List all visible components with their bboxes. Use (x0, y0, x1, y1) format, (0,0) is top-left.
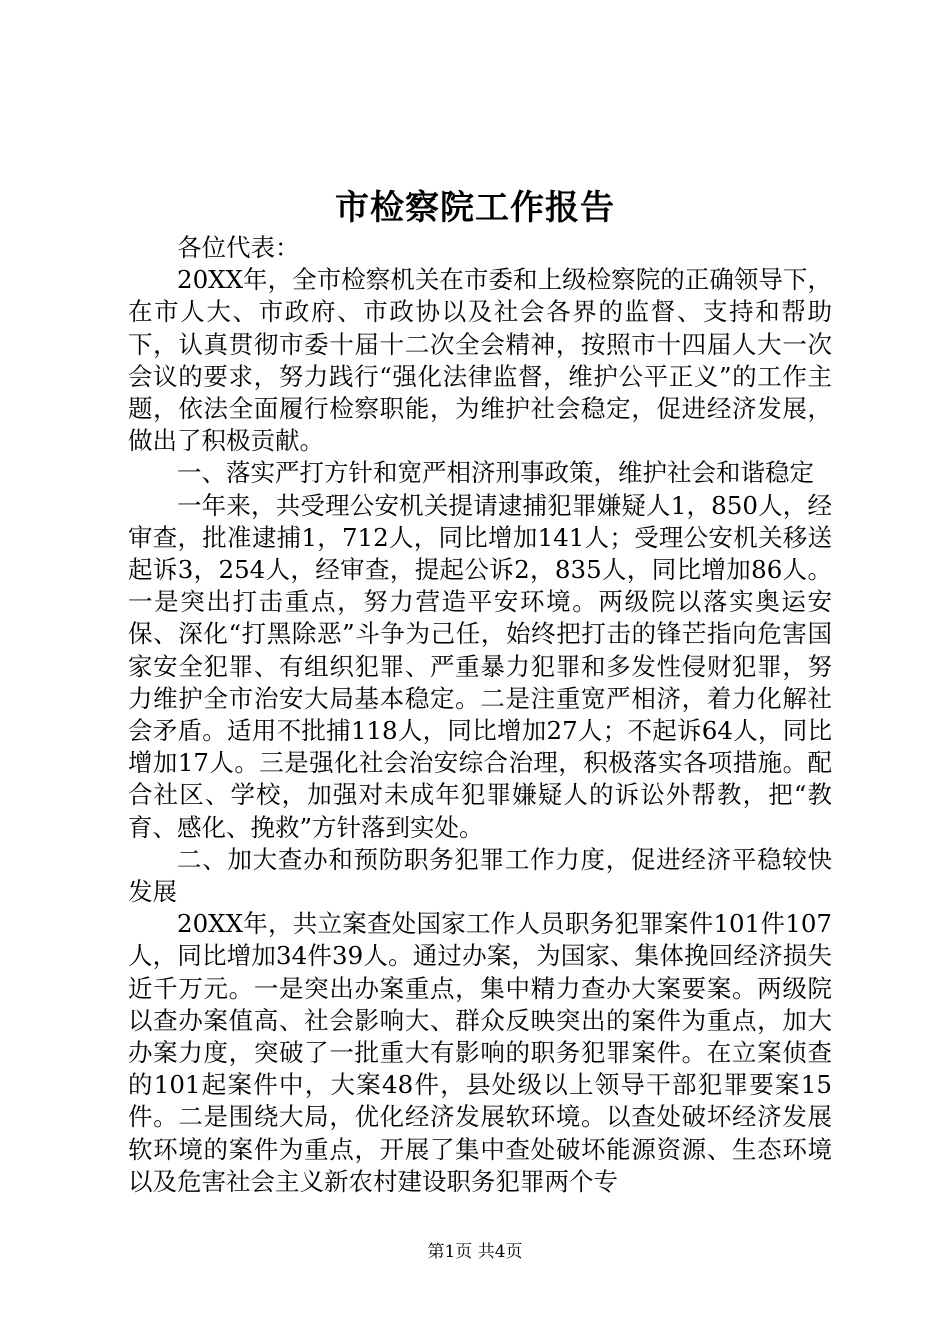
intro-paragraph: 20XX年，全市检察机关在市委和上级检察院的正确领导下，在市人大、市政府、市政协以及社会各界的监督、支持和帮助下，认真贯彻市委十届十二次全会精神，按照市十四届人大一次会议的要求，努力践行“强化法律监督，维护公平正义”的工作主题，依法全面履行检察职能，为维护社会稳定，促进经济发展，做出了积极贡献。 (128, 265, 832, 456)
page-number-footer: 第1页 共4页 (427, 1242, 523, 1262)
section-paragraph-1: 一年来，共受理公安机关提请逮捕犯罪嫌疑人1，850人，经审查，批准逮捕1，712人，同比增加141人；受理公安机关移送起诉3，254人，经审查，提起公诉2，835人，同比增加86人。一是突出打击重点，努力营造平安环境。两级院以落实奥运安保、深化“打黑除恶”斗争为己任，始终把打击的锋芒指向危害国家安全犯罪、有组织犯罪、严重暴力犯罪和多发性侵财犯罪，努力维护全市治安大局基本稳定。二是注重宽严相济，着力化解社会矛盾。适用不批捕118人，同比增加27人；不起诉64人，同比增加17人。三是强化社会治安综合治理，积极落实各项措施。配合社区、学校，加强对未成年犯罪嫌疑人的诉讼外帮教，把“教育、感化、挽救”方针落到实处。 (128, 490, 832, 842)
document-body (128, 232, 832, 1198)
document-title: 市检察院工作报告 (335, 188, 615, 228)
section-heading-2: 二、加大查办和预防职务犯罪工作力度，促进经济平稳较快发展 (128, 844, 832, 907)
section-paragraph-2: 20XX年，共立案查处国家工作人员职务犯罪案件101件107人，同比增加34件39人。通过办案，为国家、集体挽回经济损失近千万元。一是突出办案重点，集中精力查办大案要案。两级院以查办案值高、社会影响大、群众反映突出的案件为重点，加大办案力度，突破了一批重大有影响的职务犯罪案件。在立案侦查的101起案件中，大案48件，县处级以上领导干部犯罪要案15件。二是围绕大局，优化经济发展软环境。以查处破坏经济发展软环境的案件为重点，开展了集中查处破坏能源资源、生态环境以及危害社会主义新农村建设职务犯罪两个专 (128, 909, 832, 1196)
section-heading-1: 一、落实严打方针和宽严相济刑事政策，维护社会和谐稳定 (177, 458, 814, 488)
salutation: 各位代表： (177, 233, 300, 262)
